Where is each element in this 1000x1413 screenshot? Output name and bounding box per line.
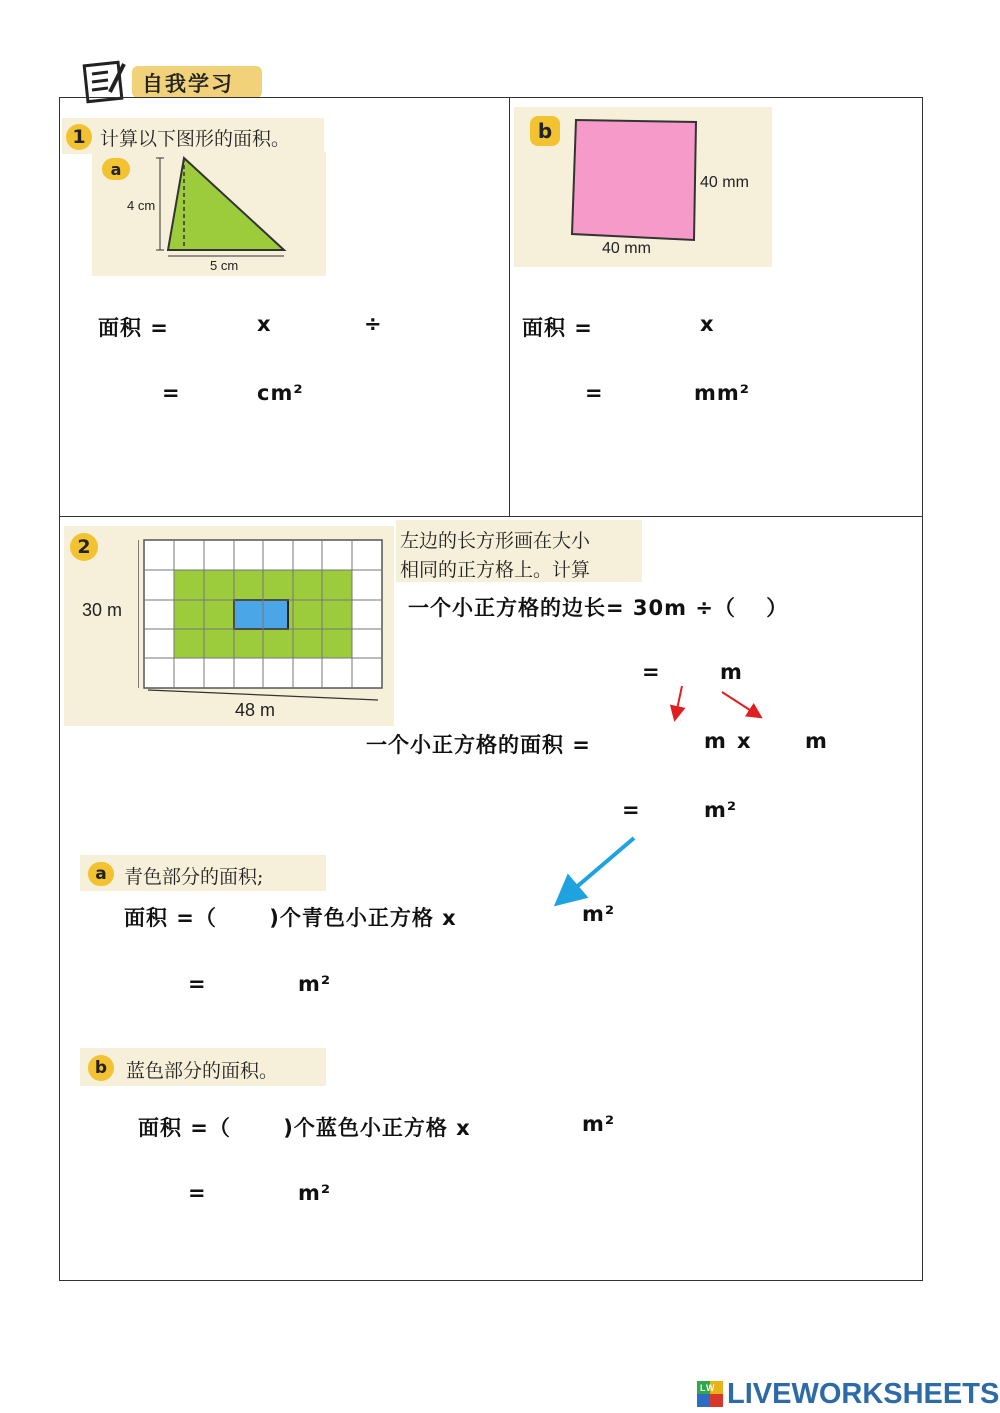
q1a-base-label: 5 cm [210,258,239,273]
q1a-area-label: 面积 = [98,316,169,340]
q2-square-area-unit-2: m [805,729,828,753]
q2-square-area-unit: m² [704,798,738,822]
q1-prompt: 计算以下图形的面积。 [100,128,291,150]
liveworksheets-logo-mark: LW [700,1383,716,1393]
q2-side-label: 30 m [82,600,123,620]
table-mid-border [59,516,923,517]
header-banner [80,60,262,102]
q1a-badge: a [102,158,130,180]
q2-grid-figure [138,534,388,724]
q1-number-badge: 1 [66,124,92,150]
q2a-formula-unit: m² [582,902,616,926]
q2-square-area-multiply: x [737,729,752,753]
q1b-side-label: 40 mm [700,174,749,191]
q1b-square-figure [568,114,708,244]
q2b-formula-unit: m² [582,1112,616,1136]
q1a-multiply-sign: x [257,312,272,336]
q2-instruction-line-2: 相同的正方格上。计算 [400,559,591,581]
q1b-multiply-sign: x [700,312,715,336]
q2-side-equals-sign: = [642,660,661,684]
q2b-prompt: 蓝色部分的面积。 [126,1060,279,1082]
q1a-height-label: 4 cm [127,198,156,213]
q2b-formula: 面积 =（ )个蓝色小正方格 x [138,1116,471,1140]
q2a-badge: a [88,862,114,886]
q1b-equals-sign: = [585,381,604,405]
q2b-result-unit: m² [298,1181,332,1205]
q2a-formula: 面积 =（ )个青色小正方格 x [124,906,457,930]
q2-bottom-label: 48 m [235,700,276,720]
q2a-prompt: 青色部分的面积; [124,866,264,888]
q1b-bottom-label: 40 mm [602,240,651,257]
q2-side-unit: m [720,660,743,684]
q2b-equals-sign: = [188,1181,207,1205]
q2b-badge: b [88,1055,114,1081]
table-bottom-border [59,1280,923,1281]
q2-square-area-unit-1: m [704,729,727,753]
q2-square-area-equals: = [622,798,641,822]
q1a-divide-sign: ÷ [364,312,383,336]
table-top-border [59,97,923,98]
q2-instruction-line-1: 左边的长方形画在大小 [400,530,591,552]
q1a-unit: cm² [257,381,304,405]
table-column-divider [509,97,510,517]
liveworksheets-logo-text: LIVEWORKSHEETS [727,1377,1000,1410]
q1b-unit: mm² [694,381,750,405]
red-arrows [660,682,780,732]
q1a-equals-sign: = [162,381,181,405]
q1b-area-label: 面积 = [522,316,593,340]
q1b-badge: b [530,116,560,146]
q2a-result-unit: m² [298,972,332,996]
table-right-border [922,97,923,1281]
header-title: 自我学习 [142,72,234,96]
table-left-border [59,97,60,1281]
q2-side-length-formula: 一个小正方格的边长= 30m ÷（ ） [408,596,789,620]
q2a-equals-sign: = [188,972,207,996]
blue-arrow [548,832,648,912]
q2-number-badge: 2 [70,533,98,561]
q2-square-area-label: 一个小正方格的面积 = [366,733,591,757]
liveworksheets-logo[interactable] [697,1378,999,1410]
